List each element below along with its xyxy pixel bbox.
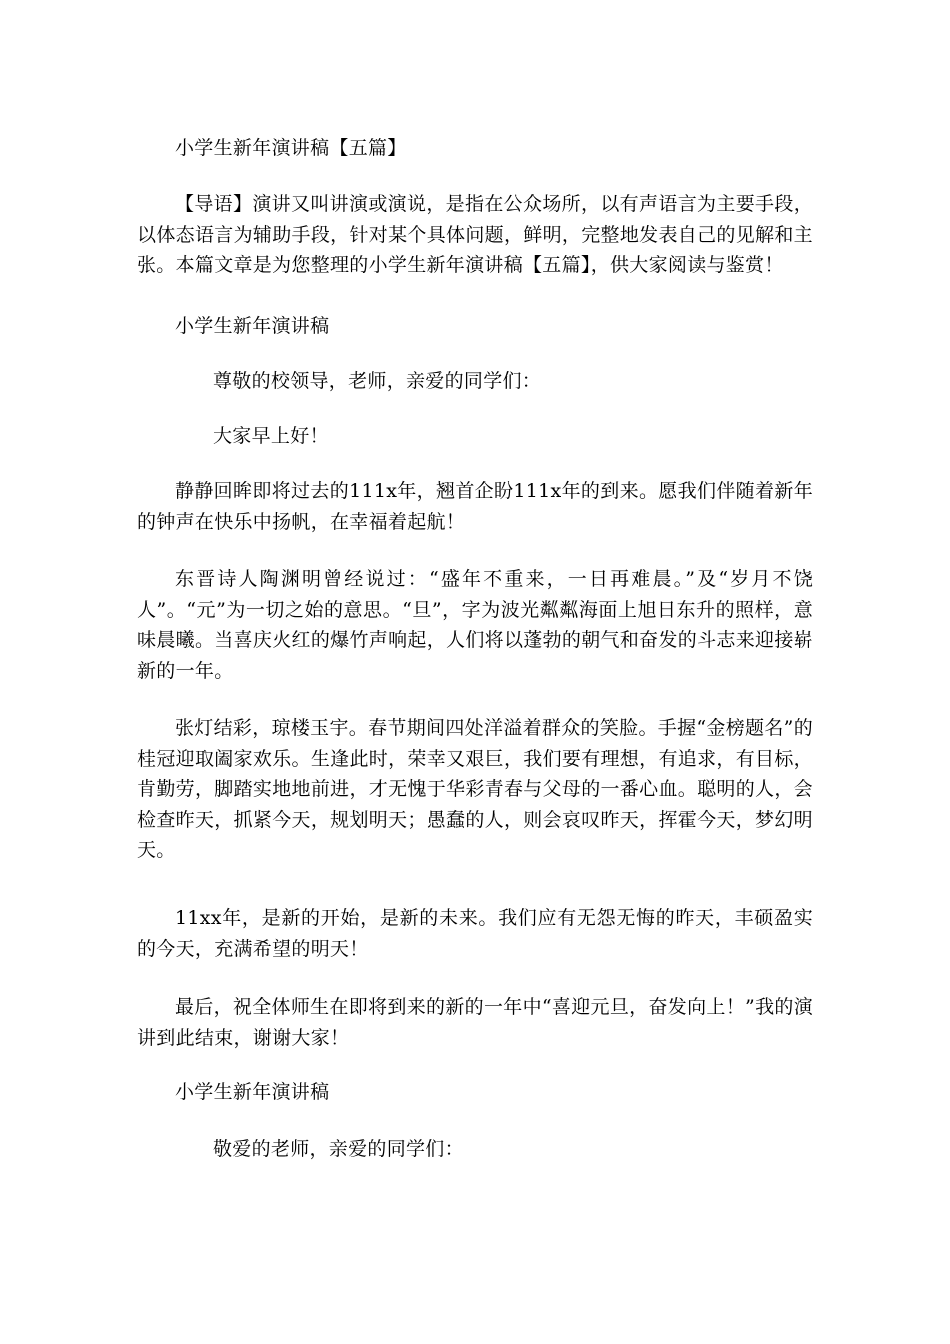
section-1-heading: 小学生新年演讲稿: [175, 315, 330, 337]
section-1-paragraph: 张灯结彩，琼楼玉宇。春节期间四处洋溢着群众的笑脸。手握“金榜题名”的桂冠迎取阖家欢乐。生逢此时，荣幸又艰巨，我们要有理想，有追求，有目标，肯勤劳，脚踏实地地前进，才无愧于华彩青春与父母的一番心血。聪明的人，会检查昨天，抓紧今天，规划明天；愚蠢的人，则会哀叹昨天，挥霍今天，梦幻明天。: [137, 717, 813, 861]
intro-paragraph: 【导语】演讲又叫讲演或演说，是指在公众场所，以有声语言为主要手段，以体态语言为辅助手段，针对某个具体问题，鲜明，完整地发表自己的见解和主张。本篇文章是为您整理的小学生新年演讲稿【五篇】，供大家阅读与鉴赏！: [137, 193, 813, 276]
document-title: 小学生新年演讲稿【五篇】: [175, 137, 407, 159]
section-1-paragraph: 最后，祝全体师生在即将到来的新的一年中“喜迎元旦，奋发向上！”我的演讲到此结束，谢谢大家！: [137, 996, 813, 1049]
section-2-salutation: 敬爱的老师，亲爱的同学们：: [213, 1138, 464, 1160]
section-2-heading: 小学生新年演讲稿: [175, 1081, 330, 1103]
section-1-paragraph: 东晋诗人陶渊明曾经说过：“盛年不重来，一日再难晨。”及“岁月不饶人”。“元”为一切之始的意思。“旦”，字为波光粼粼海面上旭日东升的照样，意味晨曦。当喜庆火红的爆竹声响起，人们将以蓬勃的朝气和奋发的斗志来迎接崭新的一年。: [137, 568, 813, 682]
section-1-salutation: 尊敬的校领导，老师，亲爱的同学们：: [213, 370, 542, 392]
section-1-greeting: 大家早上好！: [213, 425, 329, 447]
section-1-paragraph: 11xx年，是新的开始，是新的未来。我们应有无怨无悔的昨天，丰硕盈实的今天，充满希望的明天！: [137, 907, 813, 960]
section-1-paragraph: 静静回眸即将过去的111x年，翘首企盼111x年的到来。愿我们伴随着新年的钟声在快乐中扬帆，在幸福着起航！: [137, 480, 813, 533]
